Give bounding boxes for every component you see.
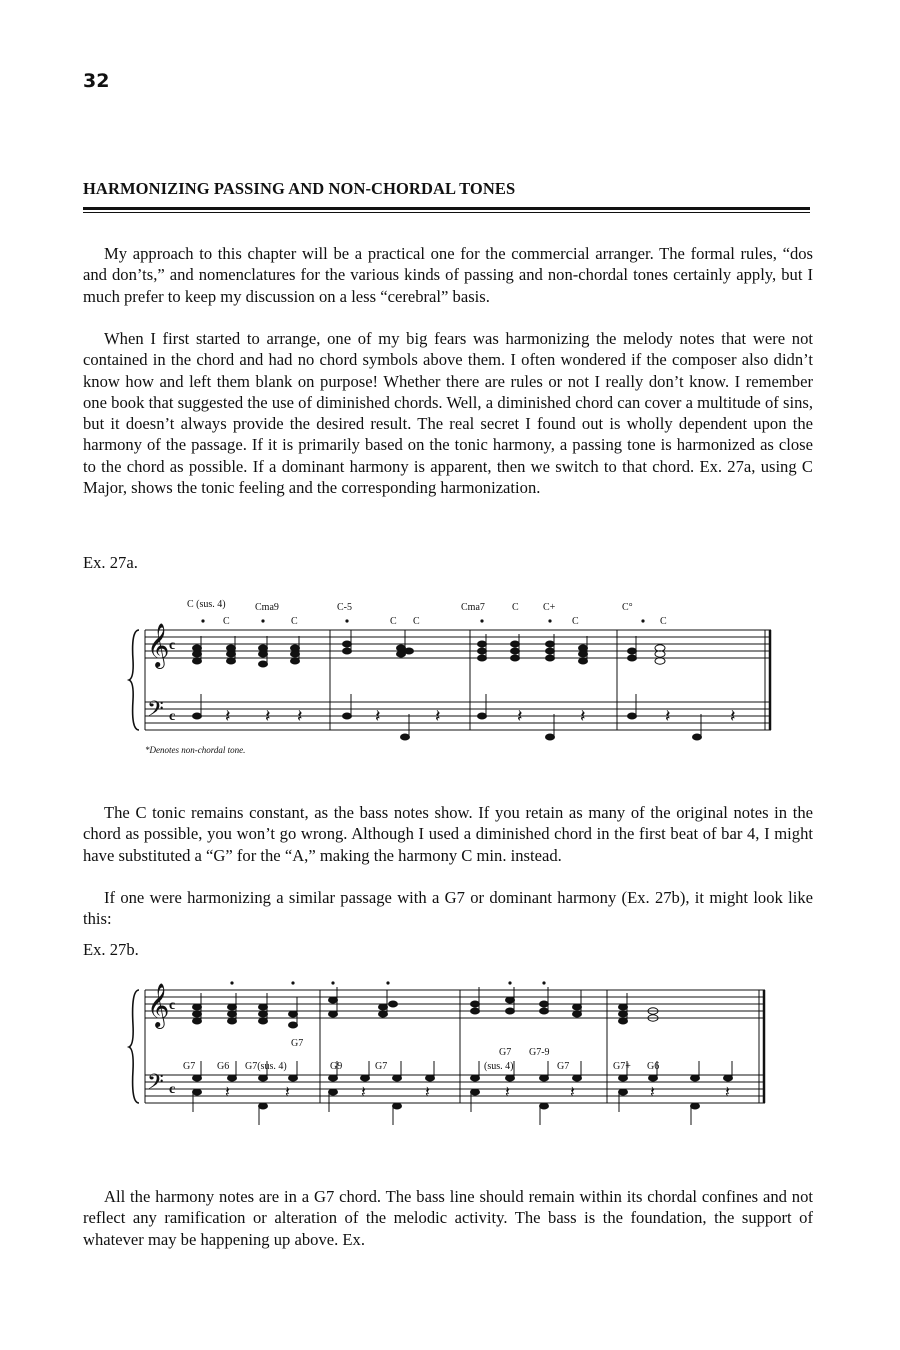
example-27b-score	[125, 975, 785, 1135]
svg-text:𝄽: 𝄽	[665, 706, 671, 726]
paragraph-intro: My approach to this chapter will be a practical one for the commercial arranger. The formal rules, “dos and don’ts,” and nomenclatures for the various kinds of passing and non-chordal tones certainly apply, but I much prefer to keep my discussion on a less “cerebral” basis.	[83, 244, 813, 306]
tone-label: C	[572, 616, 579, 627]
chord-symbol: G7	[183, 1061, 196, 1072]
example-27a-score	[125, 590, 785, 750]
heading-rule	[83, 207, 810, 210]
svg-text:𝄽: 𝄽	[297, 706, 303, 726]
chord-symbol: C°	[622, 602, 633, 613]
tone-label: C	[413, 616, 420, 627]
heading-rule-thin	[83, 212, 810, 213]
tone-label: C	[390, 616, 397, 627]
svg-text:𝄽: 𝄽	[725, 1084, 730, 1101]
svg-text:c: c	[169, 1082, 176, 1097]
svg-text:𝄽: 𝄽	[225, 706, 231, 726]
chord-symbol: C	[512, 602, 519, 613]
tone-label: C	[660, 616, 667, 627]
paragraph-tonic: The C tonic remains constant, as the bass notes show. If you retain as many of the original notes in the chord as possible, you won’t go wrong. Although I used a diminished chord in the first beat of bar 4, I might have substituted a “G” for the “A,” making the harmony C min. instead.	[83, 803, 813, 865]
chord-symbol: G6	[647, 1061, 660, 1072]
chord-symbol: C+	[543, 602, 556, 613]
svg-text:𝄽: 𝄽	[580, 706, 586, 726]
chord-symbol: Cma9	[255, 602, 279, 613]
svg-text:𝄢: 𝄢	[147, 1070, 164, 1100]
svg-text:𝄽: 𝄽	[570, 1084, 575, 1101]
svg-text:𝄽: 𝄽	[375, 706, 381, 726]
svg-text:𝄽: 𝄽	[730, 706, 736, 726]
svg-text:𝄽: 𝄽	[361, 1084, 366, 1101]
svg-text:𝄽: 𝄽	[225, 1084, 230, 1101]
svg-text:c: c	[169, 998, 176, 1013]
example-27a-label: Ex. 27a.	[83, 553, 138, 572]
tone-label: C	[223, 616, 230, 627]
chord-symbol: G7(sus. 4)	[245, 1061, 287, 1072]
tone-label: C	[291, 616, 298, 627]
page-number: 32	[83, 70, 110, 92]
chord-symbol: (sus. 4)	[484, 1061, 514, 1072]
svg-text:𝄽: 𝄽	[265, 706, 271, 726]
example-27b-label: Ex. 27b.	[83, 940, 139, 959]
svg-text:𝄽: 𝄽	[425, 1084, 430, 1101]
svg-text:c: c	[169, 709, 176, 724]
chord-symbol: C-5	[337, 602, 352, 613]
chord-symbol: G9	[330, 1061, 343, 1072]
svg-text:𝄽: 𝄽	[650, 1084, 655, 1101]
chord-symbol: Cma7	[461, 602, 485, 613]
svg-text:𝄽: 𝄽	[285, 1084, 290, 1101]
svg-text:c: c	[169, 638, 176, 653]
paragraph-fears: When I first started to arrange, one of my big fears was harmonizing the melody notes that were not contained in the chord and had no chord symbols above them. I often wondered if the composer also didn’t know how and left them blank on purpose! Whether there are rules or not I really don’t know. I remember one book that suggested the use of diminished chords. Well, a diminished chord can cover a multitude of sins, but it doesn’t always provide the desired result. The real secret I found out is wholly dependent upon the harmony of the passage. If it is primarily based on the tonic harmony, a passing tone is harmonized as close to the chord as possible. If a dominant harmony is apparent, then we switch to that chord. Ex. 27a, using C Major, shows the tonic feeling and the corresponding harmonization.	[83, 329, 813, 498]
footnote: *Denotes non-chordal tone.	[145, 745, 246, 755]
chord-symbol: G7	[557, 1061, 570, 1072]
svg-text:𝄢: 𝄢	[147, 697, 164, 727]
chord-symbol: G7	[375, 1061, 388, 1072]
chord-symbol: G7	[291, 1038, 304, 1049]
chord-symbol: C (sus. 4)	[187, 599, 226, 610]
svg-text:𝄽: 𝄽	[505, 1084, 510, 1101]
chord-symbol: G7+	[613, 1061, 631, 1072]
svg-text:𝄽: 𝄽	[435, 706, 441, 726]
chord-symbol: G7	[499, 1047, 512, 1058]
svg-text:𝄞: 𝄞	[147, 623, 170, 667]
chapter-heading: HARMONIZING PASSING AND NON-CHORDAL TONES	[83, 179, 516, 198]
paragraph-dominant: If one were harmonizing a similar passage with a G7 or dominant harmony (Ex. 27b), it might look like this:	[83, 888, 813, 929]
chord-symbol: G7-9	[529, 1047, 550, 1058]
svg-text:𝄞: 𝄞	[147, 983, 170, 1027]
paragraph-bass: All the harmony notes are in a G7 chord. The bass line should remain within its chordal confines and not reflect any ramification or alteration of the melodic activity. The bass is the foundation, the support of whatever may be happening up above. Ex.	[83, 1187, 813, 1249]
svg-text:𝄽: 𝄽	[517, 706, 523, 726]
chord-symbol: G6	[217, 1061, 230, 1072]
